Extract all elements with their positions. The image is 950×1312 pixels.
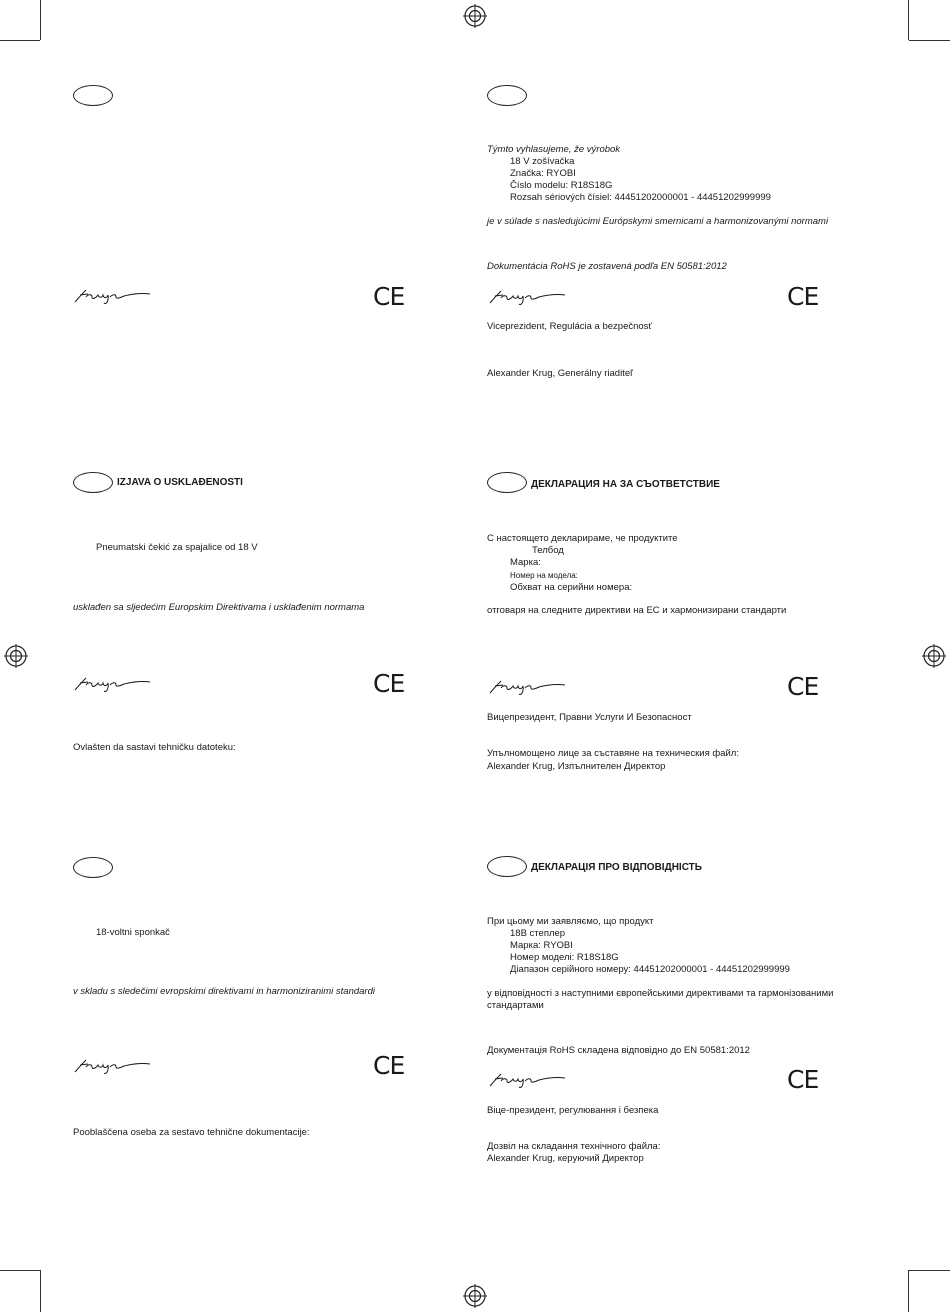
crop-mark: [909, 40, 950, 41]
language-badge: [487, 856, 527, 877]
uk-model: Номер моделі: R18S18G: [510, 952, 619, 963]
uk-director: Alexander Krug, керуючий Директор: [487, 1153, 644, 1164]
uk-rohs: Документація RoHS складена відповідно до EN 50581:2012: [487, 1045, 750, 1056]
uk-brand: Марка: RYOBI: [510, 940, 573, 951]
uk-title: ДЕКЛАРАЦІЯ ПРО ВІДПОВІДНІСТЬ: [531, 862, 702, 873]
uk-authorised: Дозвіл на складання технічного файла:: [487, 1141, 661, 1152]
language-badge: [73, 857, 113, 878]
language-badge: [487, 85, 527, 106]
crop-mark: [909, 1270, 950, 1271]
language-badge: [73, 472, 113, 493]
ce-mark: CE: [787, 672, 819, 701]
uk-conformity-line1: у відповідності з наступними європейськими директивами та гармонізованими: [487, 988, 834, 999]
hr-product: Pneumatski čekić za spajalice od 18 V: [96, 542, 258, 553]
registration-mark-icon: [463, 4, 487, 28]
bg-director: Alexander Krug, Изпълнителен Директор: [487, 761, 666, 772]
sl-product: 18-voltni sponkač: [96, 927, 170, 938]
bg-product: Телбод: [532, 545, 564, 556]
registration-mark-icon: [463, 1284, 487, 1308]
sk-director: Alexander Krug, Generálny riaditeľ: [487, 368, 633, 379]
signature-icon: [487, 1070, 567, 1090]
crop-mark: [40, 0, 41, 40]
bg-conformity: отговаря на следните директиви на ЕС и хармонизирани стандарти: [487, 605, 787, 616]
crop-mark: [908, 0, 909, 40]
sk-vp: Viceprezident, Regulácia a bezpečnosť: [487, 321, 652, 332]
ce-mark: CE: [787, 282, 819, 311]
bg-model: Номер на модела:: [510, 571, 578, 580]
ce-mark: CE: [373, 1051, 405, 1080]
uk-product: 18В степлер: [510, 928, 566, 939]
registration-mark-icon: [4, 644, 28, 668]
signature-icon: [72, 1056, 152, 1076]
signature-icon: [487, 677, 567, 697]
sk-conformity: je v súlade s nasledujúcimi Európskymi smernicami a harmonizovanými normami: [487, 216, 829, 227]
sl-conformity: v skladu s sledečimi evropskimi direktivami in harmoniziranimi standardi: [73, 986, 375, 997]
language-badge: [73, 85, 113, 106]
bg-vp: Вицепрезидент, Правни Услуги И Безопасност: [487, 712, 692, 723]
crop-mark: [0, 40, 40, 41]
ce-mark: CE: [787, 1065, 819, 1094]
hr-authorised: Ovlašten da sastavi tehničku datoteku:: [73, 742, 236, 753]
crop-mark: [40, 1270, 41, 1312]
sk-intro: Týmto vyhlasujeme, že výrobok: [487, 144, 621, 155]
bg-brand: Марка:: [510, 557, 541, 568]
sl-authorised: Pooblaščena oseba za sestavo tehnične dokumentacije:: [73, 1127, 310, 1138]
sk-brand: Značka: RYOBI: [510, 168, 576, 179]
ce-mark: CE: [373, 282, 405, 311]
language-badge: [487, 472, 527, 493]
bg-serial: Обхват на серийни номера:: [510, 582, 633, 593]
hr-title: IZJAVA O USKLAĐENOSTI: [117, 477, 243, 488]
sk-model: Číslo modelu: R18S18G: [510, 180, 613, 191]
signature-icon: [487, 287, 567, 307]
ce-mark: CE: [373, 669, 405, 698]
uk-vp: Віце-президент, регулювання і безпека: [487, 1105, 659, 1116]
registration-mark-icon: [922, 644, 946, 668]
uk-intro: При цьому ми заявляємо, що продукт: [487, 916, 654, 927]
uk-conformity-line2: стандартами: [487, 1000, 544, 1011]
crop-mark: [0, 1270, 40, 1271]
crop-mark: [908, 1270, 909, 1312]
sk-serial: Rozsah sériových čísiel: 44451202000001 - 44451202999999: [510, 192, 771, 203]
bg-title: ДЕКЛАРАЦИЯ НА ЗА СЪОТВЕТСТВИЕ: [531, 479, 720, 490]
signature-icon: [72, 674, 152, 694]
sk-product: 18 V zošívačka: [510, 156, 575, 167]
hr-conformity: usklađen sa sljedećim Europskim Direktivama i usklađenim normama: [73, 602, 365, 613]
signature-icon: [72, 286, 152, 306]
bg-authorised: Упълномощено лице за съставяне на техническия файл:: [487, 748, 739, 759]
uk-serial: Діапазон серійного номеру: 44451202000001 - 44451202999999: [510, 964, 790, 975]
sk-rohs: Dokumentácia RoHS je zostavená podľa EN 50581:2012: [487, 261, 727, 272]
bg-intro: С настоящето декларираме, че продуктите: [487, 533, 678, 544]
